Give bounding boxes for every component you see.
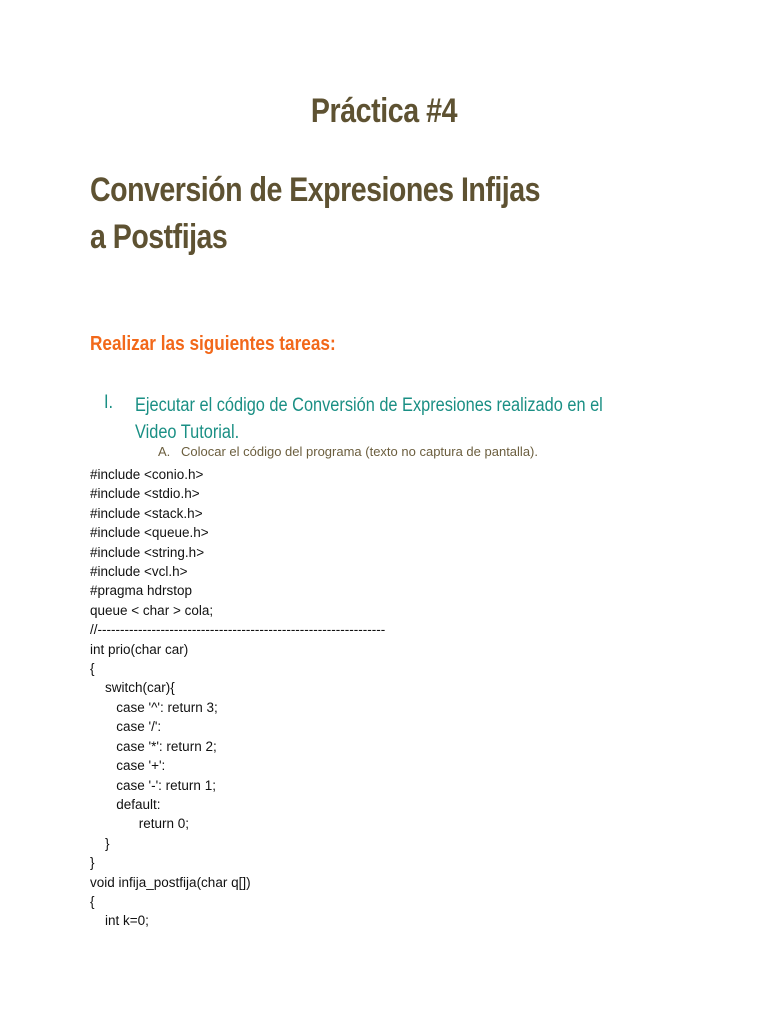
practice-title: Práctica #4 — [310, 92, 458, 130]
code-listing: #include <conio.h> #include <stdio.h> #include <stack.h> #include <queue.h> #include <string.h> #include <vcl.h> #pragma hdrstop queue < char > cola; //---------------------------------------------------------------- int prio(char car) { switch(car){ case '^': return 3; case '/': case '*': return 2; case '+': case '-': return 1; default: return 0; } } void infija_postfija(char q[]) { int k=0; — [90, 467, 386, 929]
subtask-text: Colocar el código del programa (texto no captura de pantalla). — [181, 444, 538, 459]
task-number: I. — [104, 392, 114, 413]
main-title: Conversión de Expresiones Infijas a Postfijas — [90, 171, 541, 256]
subtask-letter: A. — [158, 444, 171, 459]
section-heading: Realizar las siguientes tareas: — [90, 333, 336, 355]
task-text: Ejecutar el código de Conversión de Expresiones realizado en el Video Tutorial. — [135, 395, 603, 443]
